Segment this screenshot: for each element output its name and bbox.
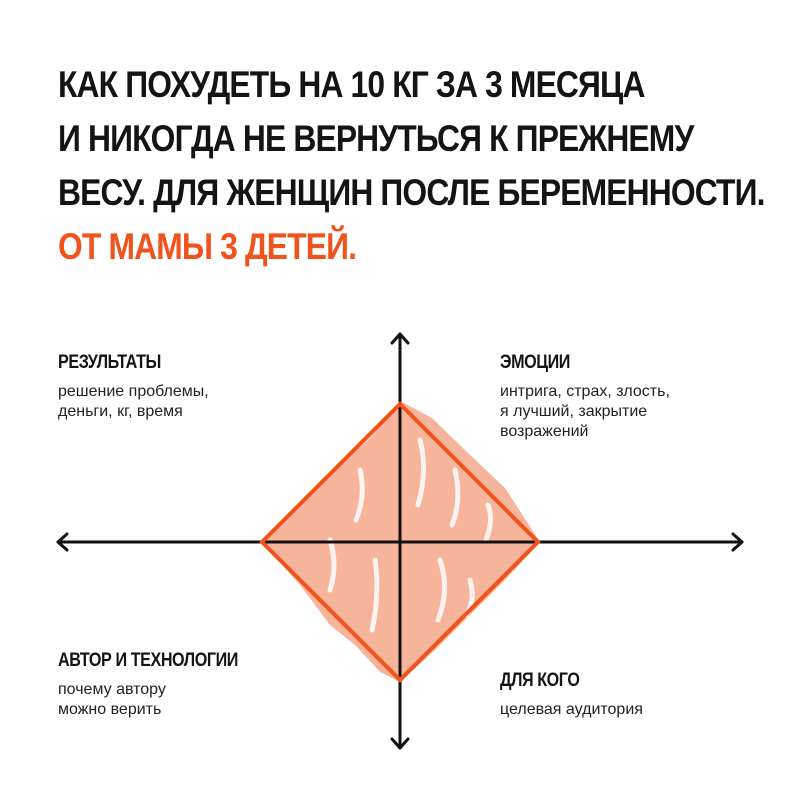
quadrant-audience xyxy=(500,670,760,720)
quadrant-results-title: РЕЗУЛЬТАТЫ xyxy=(58,352,161,373)
headline-accent-line: ОТ МАМЫ 3 ДЕТЕЙ. xyxy=(58,226,357,267)
headline-line-2: И НИКОГДА НЕ ВЕРНУТЬСЯ К ПРЕЖНЕМУ xyxy=(58,118,694,159)
quadrant-author-title: АВТОР И ТЕХНОЛОГИИ xyxy=(58,650,238,671)
quadrant-emotions-desc: интрига, страх, злость, я лучший, закрытие возражений xyxy=(500,383,670,440)
quadrant-author xyxy=(58,650,318,720)
headline-line-3: ВЕСУ. ДЛЯ ЖЕНЩИН ПОСЛЕ БЕРЕМЕННОСТИ. xyxy=(58,172,765,213)
headline-line-1: КАК ПОХУДЕТЬ НА 10 КГ ЗА 3 МЕСЯЦА xyxy=(58,64,645,105)
quadrant-audience-title: ДЛЯ КОГО xyxy=(500,670,580,691)
quadrant-results-desc: решение проблемы, деньги, кг, время xyxy=(58,383,209,420)
quadrant-results xyxy=(58,352,318,422)
quadrant-audience-desc: целевая аудитория xyxy=(500,701,643,718)
quadrant-emotions xyxy=(500,352,760,442)
quadrant-author-desc: почему автору можно верить xyxy=(58,681,166,718)
quadrant-emotions-title: ЭМОЦИИ xyxy=(500,352,570,373)
